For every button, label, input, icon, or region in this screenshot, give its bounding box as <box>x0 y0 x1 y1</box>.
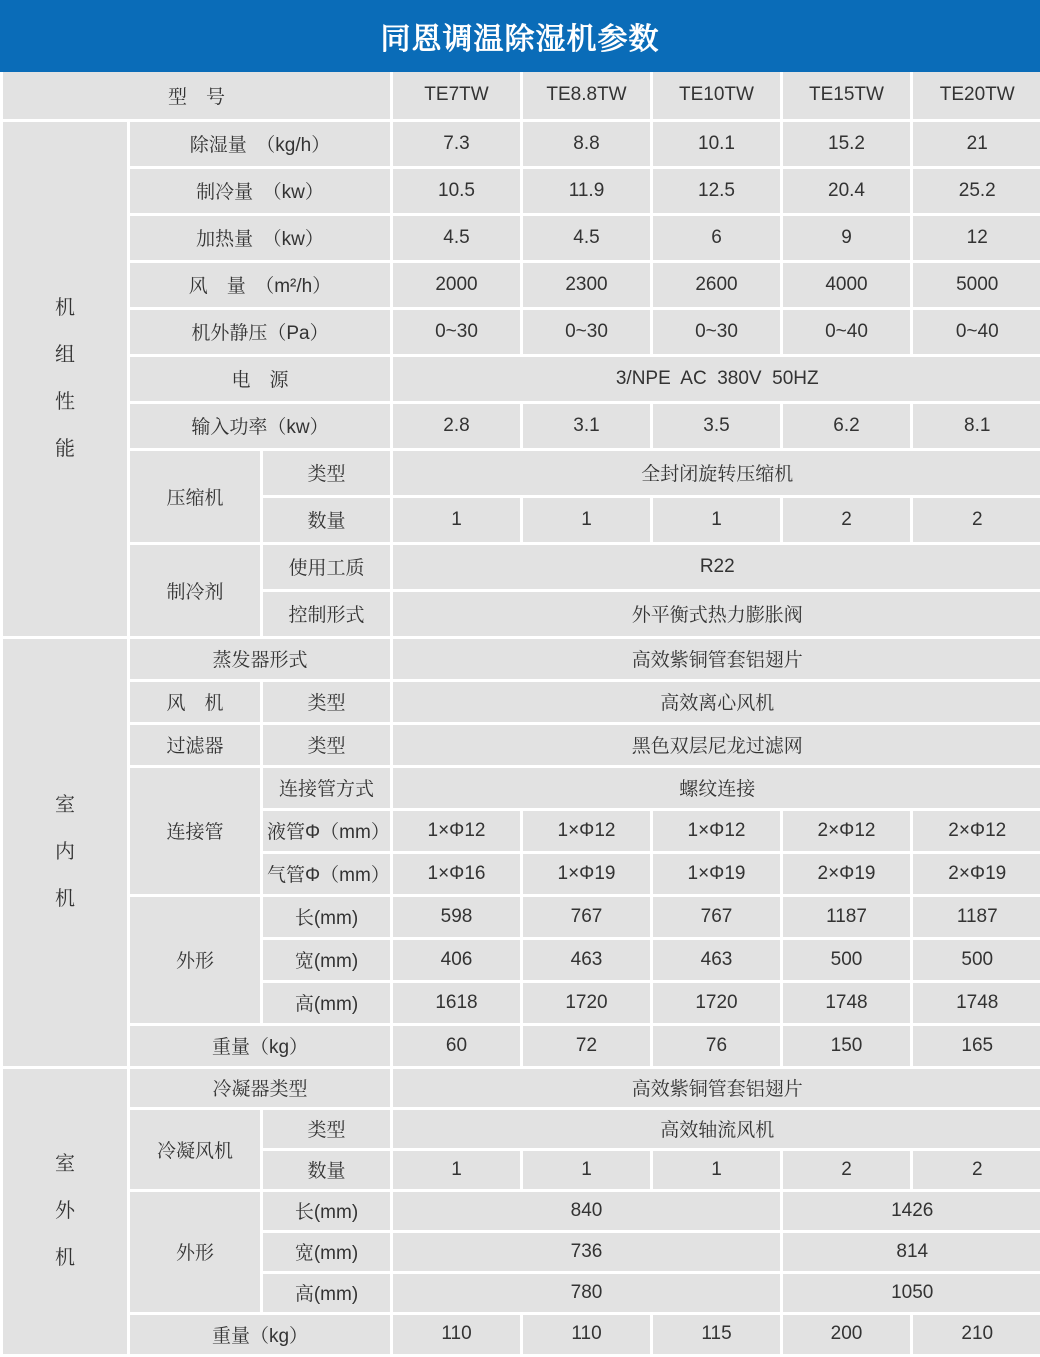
spec-value-cell: 6.2 <box>782 402 912 449</box>
model-header-row <box>2 72 1040 120</box>
spec-value-cell: 1 <box>522 496 652 543</box>
spec-value-cell: 4000 <box>782 261 912 308</box>
row-compressor-type <box>2 449 1040 496</box>
row-label-condenser-fan-type: 类型 <box>262 1108 392 1149</box>
spec-value-cell: 3.1 <box>522 402 652 449</box>
spec-value-cell: 1720 <box>652 981 782 1024</box>
group-label-refrigerant: 制冷剂 <box>129 543 262 637</box>
spec-value-cell: 210 <box>912 1313 1040 1354</box>
refrigerant-medium-value: R22 <box>392 543 1040 590</box>
outdoor-width-large: 814 <box>782 1231 1040 1272</box>
spec-value-cell: 1 <box>392 1149 522 1190</box>
spec-value-cell: 1×Φ19 <box>652 852 782 895</box>
row-label-refrigerant-control: 控制形式 <box>262 590 392 637</box>
row-label-dehumidifying: 除湿量 （kg/h） <box>129 120 392 167</box>
spec-value-cell: 463 <box>522 938 652 981</box>
row-label-indoor-length: 长(mm) <box>262 895 392 938</box>
model-name-te7tw: TE7TW <box>392 72 522 120</box>
model-name-te8-8tw: TE8.8TW <box>522 72 652 120</box>
row-label-indoor-height: 高(mm) <box>262 981 392 1024</box>
spec-table <box>0 72 1040 1354</box>
spec-value-cell: 110 <box>522 1313 652 1354</box>
group-label-outdoor-dims: 外形 <box>129 1190 262 1313</box>
row-heating-capacity <box>2 214 1040 261</box>
row-outdoor-length <box>2 1190 1040 1231</box>
spec-value-cell: 1 <box>652 496 782 543</box>
spec-value-cell: 4.5 <box>522 214 652 261</box>
spec-value-cell: 165 <box>912 1024 1040 1067</box>
spec-value-cell: 150 <box>782 1024 912 1067</box>
row-outdoor-weight <box>2 1313 1040 1354</box>
spec-value-cell: 3.5 <box>652 402 782 449</box>
spec-value-cell: 15.2 <box>782 120 912 167</box>
group-label-filter: 过滤器 <box>129 723 262 766</box>
spec-value-cell: 2×Φ19 <box>782 852 912 895</box>
spec-value-cell: 8.1 <box>912 402 1040 449</box>
pipe-method-value: 螺纹连接 <box>392 766 1040 809</box>
spec-value-cell: 1748 <box>782 981 912 1024</box>
row-indoor-fan <box>2 680 1040 723</box>
row-evaporator <box>2 637 1040 680</box>
spec-value-cell: 11.9 <box>522 167 652 214</box>
row-power-supply <box>2 355 1040 402</box>
row-label-compressor-type: 类型 <box>262 449 392 496</box>
spec-value-cell: 0~30 <box>392 308 522 355</box>
evaporator-value: 高效紫铜管套铝翅片 <box>392 637 1040 680</box>
row-cooling-capacity <box>2 167 1040 214</box>
spec-value-cell: 12.5 <box>652 167 782 214</box>
section-indoor-unit <box>2 637 129 1067</box>
row-label-outdoor-length: 长(mm) <box>262 1190 392 1231</box>
row-refrigerant-medium <box>2 543 1040 590</box>
row-label-heating: 加热量 （kw） <box>129 214 392 261</box>
spec-value-cell: 500 <box>782 938 912 981</box>
row-label-static-pressure: 机外静压（Pa） <box>129 308 392 355</box>
outdoor-width-small: 736 <box>392 1231 782 1272</box>
condenser-fan-type-value: 高效轴流风机 <box>392 1108 1040 1149</box>
row-label-outdoor-height: 高(mm) <box>262 1272 392 1313</box>
spec-value-cell: 1 <box>522 1149 652 1190</box>
row-indoor-weight <box>2 1024 1040 1067</box>
spec-value-cell: 2×Φ12 <box>912 809 1040 852</box>
spec-value-cell: 2×Φ19 <box>912 852 1040 895</box>
section-outdoor-unit <box>2 1067 129 1354</box>
row-airflow <box>2 261 1040 308</box>
row-label-condenser: 冷凝器类型 <box>129 1067 392 1108</box>
spec-value-cell: 1720 <box>522 981 652 1024</box>
model-row-label: 型 号 <box>2 72 392 120</box>
row-label-refrigerant-medium: 使用工质 <box>262 543 392 590</box>
spec-value-cell: 2 <box>782 496 912 543</box>
spec-value-cell: 76 <box>652 1024 782 1067</box>
spec-value-cell: 20.4 <box>782 167 912 214</box>
spec-value-cell: 1×Φ12 <box>392 809 522 852</box>
group-label-pipes: 连接管 <box>129 766 262 895</box>
row-label-indoor-width: 宽(mm) <box>262 938 392 981</box>
spec-value-cell: 7.3 <box>392 120 522 167</box>
outdoor-height-small: 780 <box>392 1272 782 1313</box>
spec-value-cell: 767 <box>522 895 652 938</box>
power-supply-value: 3/NPE AC 380V 50HZ <box>392 355 1040 402</box>
spec-value-cell: 406 <box>392 938 522 981</box>
row-filter <box>2 723 1040 766</box>
row-condenser-fan-type <box>2 1108 1040 1149</box>
row-label-input-power: 输入功率（kw） <box>129 402 392 449</box>
spec-value-cell: 110 <box>392 1313 522 1354</box>
row-label-outdoor-weight: 重量（kg） <box>129 1313 392 1354</box>
spec-value-cell: 200 <box>782 1313 912 1354</box>
spec-value-cell: 2 <box>782 1149 912 1190</box>
model-name-te10tw: TE10TW <box>652 72 782 120</box>
spec-value-cell: 2×Φ12 <box>782 809 912 852</box>
spec-value-cell: 767 <box>652 895 782 938</box>
section-unit-performance-label: 机组性能 <box>55 296 75 460</box>
spec-value-cell: 2.8 <box>392 402 522 449</box>
spec-value-cell: 2600 <box>652 261 782 308</box>
model-name-te15tw: TE15TW <box>782 72 912 120</box>
spec-value-cell: 72 <box>522 1024 652 1067</box>
spec-value-cell: 2 <box>912 1149 1040 1190</box>
spec-value-cell: 1187 <box>912 895 1040 938</box>
spec-value-cell: 9 <box>782 214 912 261</box>
spec-value-cell: 12 <box>912 214 1040 261</box>
page-title: 同恩调温除湿机参数 <box>380 23 660 56</box>
filter-value: 黑色双层尼龙过滤网 <box>392 723 1040 766</box>
row-label-indoor-fan-type: 类型 <box>262 680 392 723</box>
model-name-te20tw: TE20TW <box>912 72 1040 120</box>
row-label-cooling: 制冷量 （kw） <box>129 167 392 214</box>
row-input-power <box>2 402 1040 449</box>
section-outdoor-unit-label: 室外机 <box>55 1152 75 1269</box>
spec-value-cell: 10.1 <box>652 120 782 167</box>
row-static-pressure <box>2 308 1040 355</box>
spec-value-cell: 21 <box>912 120 1040 167</box>
spec-value-cell: 10.5 <box>392 167 522 214</box>
indoor-fan-value: 高效离心风机 <box>392 680 1040 723</box>
outdoor-height-large: 1050 <box>782 1272 1040 1313</box>
row-label-gas-pipe: 气管Φ（mm） <box>262 852 392 895</box>
row-label-outdoor-width: 宽(mm) <box>262 1231 392 1272</box>
spec-value-cell: 6 <box>652 214 782 261</box>
row-label-airflow: 风 量 （m²/h） <box>129 261 392 308</box>
spec-value-cell: 1×Φ12 <box>522 809 652 852</box>
spec-value-cell: 0~40 <box>782 308 912 355</box>
title-bar <box>0 0 1040 72</box>
section-indoor-unit-label: 室内机 <box>55 793 75 910</box>
row-label-condenser-fan-qty: 数量 <box>262 1149 392 1190</box>
spec-value-cell: 1 <box>392 496 522 543</box>
spec-value-cell: 8.8 <box>522 120 652 167</box>
spec-value-cell: 500 <box>912 938 1040 981</box>
spec-value-cell: 25.2 <box>912 167 1040 214</box>
spec-value-cell: 0~30 <box>522 308 652 355</box>
group-label-condenser-fan: 冷凝风机 <box>129 1108 262 1190</box>
spec-value-cell: 1748 <box>912 981 1040 1024</box>
condenser-value: 高效紫铜管套铝翅片 <box>392 1067 1040 1108</box>
spec-value-cell: 2 <box>912 496 1040 543</box>
spec-value-cell: 0~40 <box>912 308 1040 355</box>
row-label-filter-type: 类型 <box>262 723 392 766</box>
group-label-indoor-fan: 风 机 <box>129 680 262 723</box>
spec-value-cell: 1×Φ12 <box>652 809 782 852</box>
row-label-evaporator: 蒸发器形式 <box>129 637 392 680</box>
spec-value-cell: 1618 <box>392 981 522 1024</box>
row-label-indoor-weight: 重量（kg） <box>129 1024 392 1067</box>
spec-value-cell: 0~30 <box>652 308 782 355</box>
spec-value-cell: 5000 <box>912 261 1040 308</box>
row-dehumidifying-capacity <box>2 120 1040 167</box>
refrigerant-control-value: 外平衡式热力膨胀阀 <box>392 590 1040 637</box>
group-label-indoor-dims: 外形 <box>129 895 262 1024</box>
spec-value-cell: 60 <box>392 1024 522 1067</box>
outdoor-length-large: 1426 <box>782 1190 1040 1231</box>
row-label-power-supply: 电 源 <box>129 355 392 402</box>
spec-value-cell: 463 <box>652 938 782 981</box>
row-label-compressor-qty: 数量 <box>262 496 392 543</box>
spec-value-cell: 2000 <box>392 261 522 308</box>
spec-value-cell: 115 <box>652 1313 782 1354</box>
spec-value-cell: 4.5 <box>392 214 522 261</box>
section-unit-performance <box>2 120 129 637</box>
row-pipe-method <box>2 766 1040 809</box>
row-label-liquid-pipe: 液管Φ（mm） <box>262 809 392 852</box>
spec-value-cell: 598 <box>392 895 522 938</box>
spec-value-cell: 1 <box>652 1149 782 1190</box>
spec-value-cell: 1×Φ19 <box>522 852 652 895</box>
spec-value-cell: 1187 <box>782 895 912 938</box>
row-indoor-length <box>2 895 1040 938</box>
row-condenser-type <box>2 1067 1040 1108</box>
group-label-compressor: 压缩机 <box>129 449 262 543</box>
compressor-type-value: 全封闭旋转压缩机 <box>392 449 1040 496</box>
row-label-pipe-method: 连接管方式 <box>262 766 392 809</box>
spec-value-cell: 2300 <box>522 261 652 308</box>
spec-value-cell: 1×Φ16 <box>392 852 522 895</box>
outdoor-length-small: 840 <box>392 1190 782 1231</box>
